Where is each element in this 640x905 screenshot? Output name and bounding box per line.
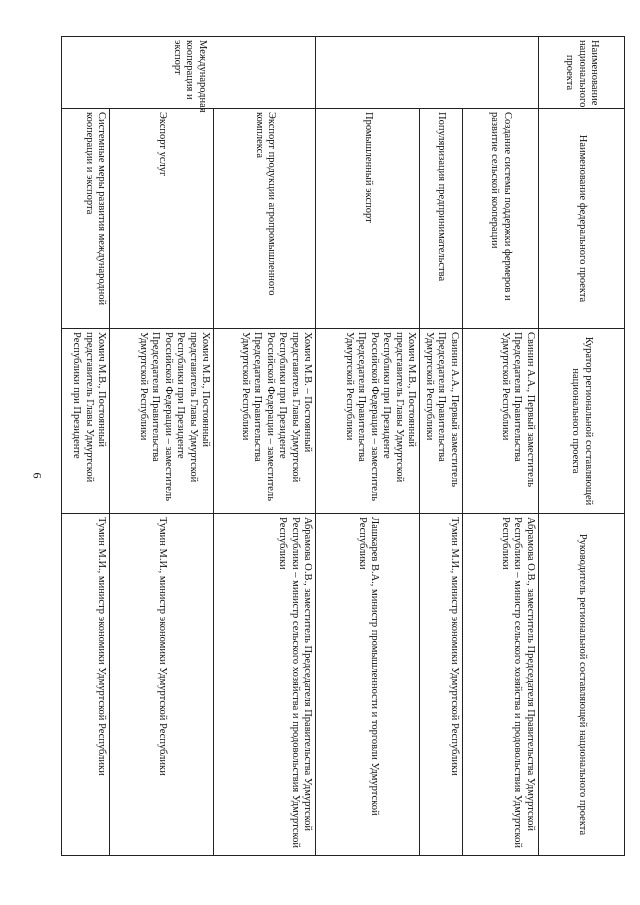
curator-cell: Хомич М.В., Постоянный представитель Главы Удмуртской Республики при Президенте Российской Федерации – заместитель Председателя Правительства Удмуртской Республики [110,329,214,514]
national-project-name-cell: Международная кооперация и экспорт [62,37,316,109]
leader-cell: Лашкарев В.А., министр промышленности и торговли Удмуртской Республики [316,514,420,856]
rotated-page [65,36,625,856]
curator-cell: Свинин А.А., Первый заместитель Председателя Правительства Удмуртской Республики [420,329,463,514]
curator-cell: Хомич М.В. – Постоянный представитель Главы Удмуртской Республики при Президенте Российской Федерации – заместитель Председателя Правительства Удмуртской Республики [214,329,316,514]
header-federal-project: Наименование федерального проекта [539,109,625,329]
header-national-project: Наименование национального проекта [539,37,625,109]
leader-cell: Абрамова О.В., заместитель Председателя Правительства Удмуртской Республики – министр сельского хозяйства и продовольствия Удмуртской Республики [214,514,316,856]
federal-project-cell: Популяризация предпринимательства [420,109,463,329]
federal-project-cell: Системные меры развития международной кооперации и экспорта [62,109,110,329]
table-row [62,37,110,856]
leader-cell: Тумин М.И., министр экономики Удмуртской Республики [110,514,214,856]
table-row [214,37,316,856]
header-row [539,37,625,856]
national-project-cell-empty [316,37,539,109]
federal-project-cell: Экспорт услуг [110,109,214,329]
curator-cell: Свинин А.А., Первый заместитель Председателя Правительства Удмуртской Республики [463,329,539,514]
federal-project-cell: Промышленный экспорт [316,109,420,329]
table-row [463,37,539,856]
leader-cell: Тумин М.И., министр экономики Удмуртской Республики [62,514,110,856]
leader-cell: Тумин М.И., министр экономики Удмуртской Республики [420,514,463,856]
header-leader: Руководитель региональной составляющей национального проекта [539,514,625,856]
curator-cell: Хомич М.В., Постоянный представитель Главы Удмуртской Республики при Президенте Российской Федерации – заместитель Председателя Правительства Удмуртской Республики [316,329,420,514]
projects-table [62,36,626,856]
federal-project-cell: Экспорт продукции агропромышленного комплекса [214,109,316,329]
federal-project-cell: Создание системы поддержки фермеров и развитие сельской кооперации [463,109,539,329]
curator-cell: Хомич М.В., Постоянный представитель Главы Удмуртской Республики при Президенте [62,329,110,514]
table-row [110,37,214,856]
table-row [420,37,463,856]
table-row [316,37,420,856]
page-number: 6 [30,472,45,479]
leader-cell: Абрамова О.В., заместитель Председателя Правительства Удмуртской Республики – министр сельского хозяйства и продовольствия Удмуртской Республики [463,514,539,856]
header-curator: Куратор региональной составляющей национального проекта [539,329,625,514]
